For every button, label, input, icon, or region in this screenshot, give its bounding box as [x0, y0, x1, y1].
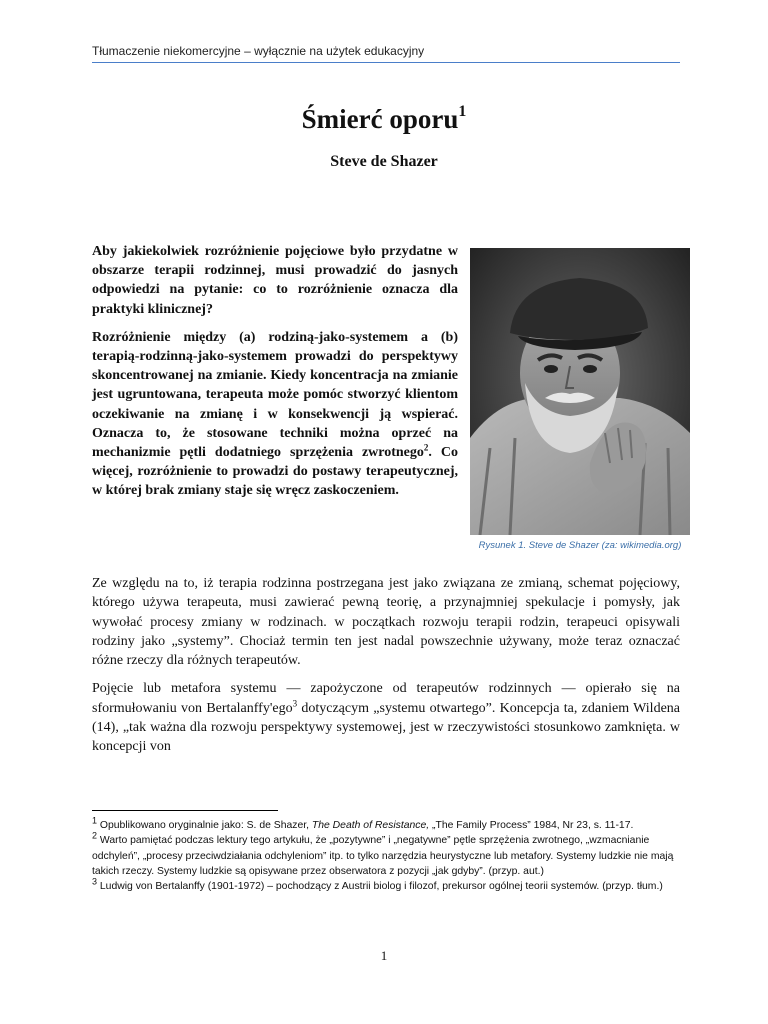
footnotes — [92, 815, 680, 894]
footnote-3: $^3$ Ludwig von Bertalanffy (1901-1972) – pochodzący z Austrii biolog i filozof, prekursor ogólnej teorii systemów. (przyp. tłum.) — [92, 876, 663, 893]
footnote-separator — [92, 810, 278, 811]
page-header: Tłumaczenie niekomercyjne – wyłącznie na użytek edukacyjny — [92, 44, 680, 63]
footnote-1: $^1$ Opublikowano oryginalnie jako: S. de Shazer, The Death of Resistance, „The Family Process” 1984, Nr 23, s. 11-17. — [92, 815, 634, 831]
footnote-2: $^2$ Warto pamiętać podczas lektury tego artykułu, że „pozytywne” i „negatywne” pętle sprzężenia zwrotnego, „wzmacnianie odchyleń”, „procesy przeciwdziałania odchyleniom” itp. to tylko narzędzia heurystyczne lub metafory. Systemy ludzkie nie mają takich rzeczy. Systemy ludzkie są opisywane przez obserwatora z pozycji „jak gdyby”. (przyp. aut.) — [92, 830, 674, 877]
footnote-ref-3[interactable]: 3 — [292, 698, 298, 709]
page-title — [0, 104, 768, 135]
author-photo — [470, 248, 690, 535]
page-number: 1 — [380, 948, 388, 963]
body-text — [92, 574, 680, 766]
title-footnote-mark[interactable]: 1 — [458, 103, 467, 120]
title-text: Śmierć oporu — [301, 104, 459, 134]
author-name: Steve de Shazer — [330, 153, 438, 170]
author-figure — [470, 248, 690, 551]
intro-section — [92, 242, 458, 510]
body-paragraph-1: Ze względu na to, iż terapia rodzinna postrzegana jest jako związana ze zmianą, schemat pojęciowy, którego używa terapeuta, musi zawierać pewną teorię, a przynajmniej spekulacje i pomysły, jak wywołać procesy zmiany w rodzinach. w początkach rozwoju terapii rodzin, terapeuci opisywali rodziny jako „systemy”. Chociaż termin ten jest nadal powszechnie używany, może teraz oznaczać różne rzeczy dla różnych terapeutów. — [92, 576, 680, 669]
footnote-ref-2[interactable]: 2 — [423, 442, 429, 453]
intro-paragraph-2: Rozróżnienie między (a) rodziną-jako-systemem a (b) terapią-rodzinną-jako-systemem prowadzi do perspektywy skoncentrowanej na zmianie. Kiedy koncentracja na zmianie jest ugruntowana, terapeuta może pomóc stworzyć klientom oczekiwanie na zmianę i w konsekwencji ją wspierać. Oznacza to, że stosowane techniki można oprzeć na mechanizmie pętli dodatniego sprzężenia zwrotnego$^2$. Co więcej, rozróżnienie to prowadzi do postawy terapeutycznej, w której brak zmiany staje się wręcz zaskoczeniem. — [92, 329, 458, 499]
intro-paragraph-1: Aby jakiekolwiek rozróżnienie pojęciowe było przydatne w obszarze terapii rodzinnej, musi prowadzić do jasnych odpowiedzi na pytanie: co to rozróżnienie oznacza dla praktyki klinicznej? — [92, 244, 458, 317]
body-paragraph-2: Pojęcie lub metafora systemu — zapożyczone od terapeutów rodzinnych — opierało się na sformułowaniu von Bertalanffy'ego$^3$ dotyczącym „systemu otwartego”. Koncepcja ta, zdaniem Wildena (14), „tak ważna dla rozwoju perspektywy systemowej, jest w rzeczywistości stosunkowo zamknięta. w koncepcji von — [92, 681, 681, 755]
figure-caption: Rysunek 1. Steve de Shazer (za: wikimedia.org) — [478, 540, 682, 551]
